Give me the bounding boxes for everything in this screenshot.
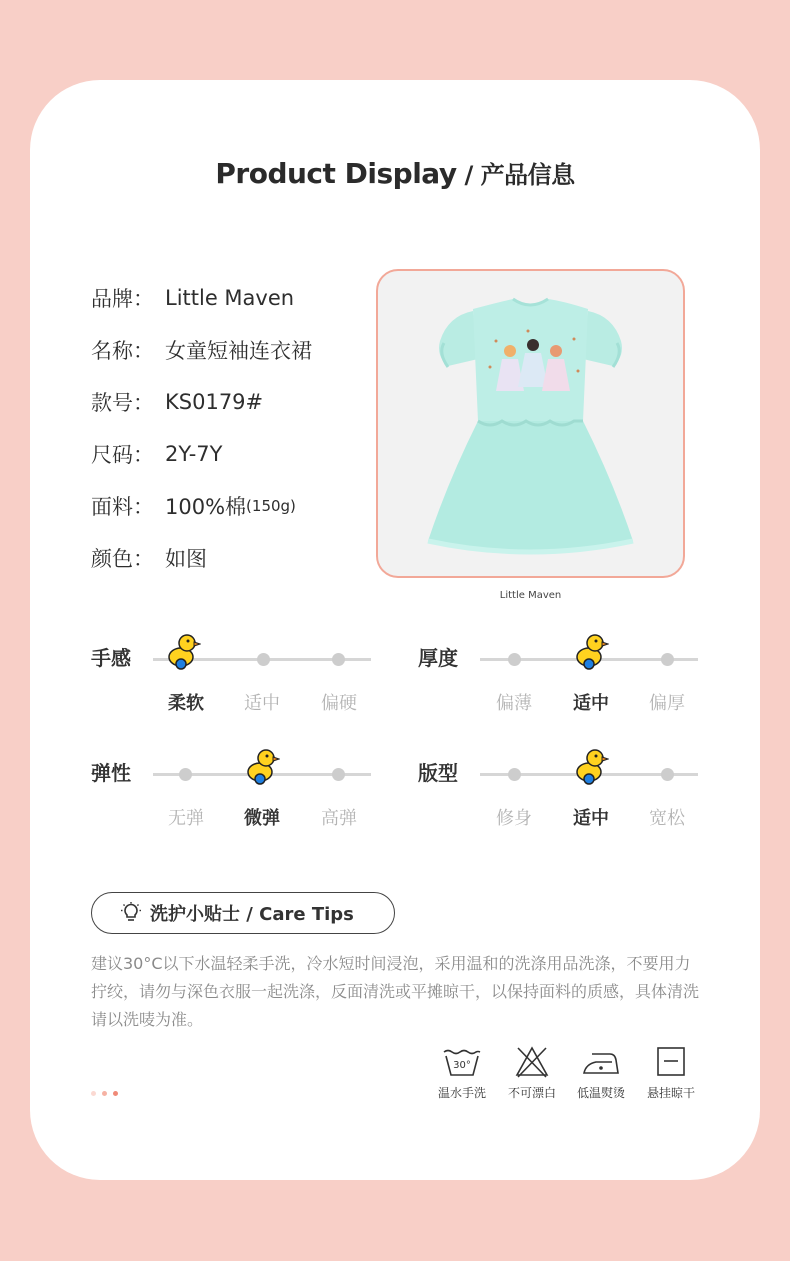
- duck-marker-icon: [575, 631, 609, 671]
- care-icon-hang-dry: 悬挂晾干: [636, 1046, 706, 1101]
- duck-marker-icon: [167, 631, 201, 671]
- page-title: Product Display / 产品信息: [215, 157, 575, 190]
- product-photo: [376, 269, 685, 578]
- spec-style-no: 款号： KS0179#: [91, 390, 264, 415]
- care-icon-low-iron: 低温熨烫: [566, 1046, 636, 1101]
- decor-dots: [91, 1091, 118, 1096]
- duck-marker-icon: [246, 746, 280, 786]
- care-icon-hand-wash: 30° 温水手洗: [427, 1046, 497, 1101]
- care-instructions: 建议30°C以下水温轻柔手洗，冷水短时间浸泡，采用温和的洗涤用品洗涤，不要用力拧绞，请勿与深色衣服一起洗涤，反面清洗或平摊晾干，以保持面料的质感，具体清洗请以洗唛为准。: [91, 954, 700, 1029]
- hand-wash-30-icon: [442, 1046, 482, 1078]
- care-icon-no-bleach: 不可漂白: [497, 1046, 567, 1101]
- spec-size: 尺码： 2Y-7Y: [91, 442, 223, 467]
- rating-dot: [332, 768, 345, 781]
- no-bleach-icon: [515, 1046, 549, 1078]
- rating-dot: [508, 768, 521, 781]
- spec-name: 名称： 女童短袖连衣裙: [91, 339, 312, 363]
- rating-thickness: 厚度 偏薄 适中 偏厚: [418, 645, 708, 745]
- rating-dot: [332, 653, 345, 666]
- duck-marker-icon: [575, 746, 609, 786]
- hang-dry-icon: [656, 1046, 686, 1078]
- care-tips-badge: 洗护小贴士 / Care Tips: [91, 892, 395, 934]
- rating-fit: 版型 修身 适中 宽松: [418, 760, 708, 860]
- rating-dot: [508, 653, 521, 666]
- photo-caption: Little Maven: [499, 590, 562, 601]
- rating-dot: [661, 768, 674, 781]
- spec-fabric: 面料： 100%棉 (150g): [91, 495, 296, 519]
- rating-dot: [661, 653, 674, 666]
- spec-brand: 品牌： Little Maven: [91, 286, 295, 311]
- rating-elasticity: 弹性 无弹 微弹 高弹: [91, 760, 381, 860]
- rating-hand-feel: 手感 柔软 适中 偏硬: [91, 645, 381, 745]
- rating-dot: [179, 768, 192, 781]
- lightbulb-icon: [120, 902, 142, 924]
- dress-illustration: [378, 271, 683, 576]
- rating-dot: [257, 653, 270, 666]
- spec-color: 颜色： 如图: [91, 547, 207, 571]
- svg-text:30°: 30°: [453, 1060, 471, 1071]
- low-iron-icon: [582, 1046, 620, 1078]
- spec-list: [91, 272, 312, 584]
